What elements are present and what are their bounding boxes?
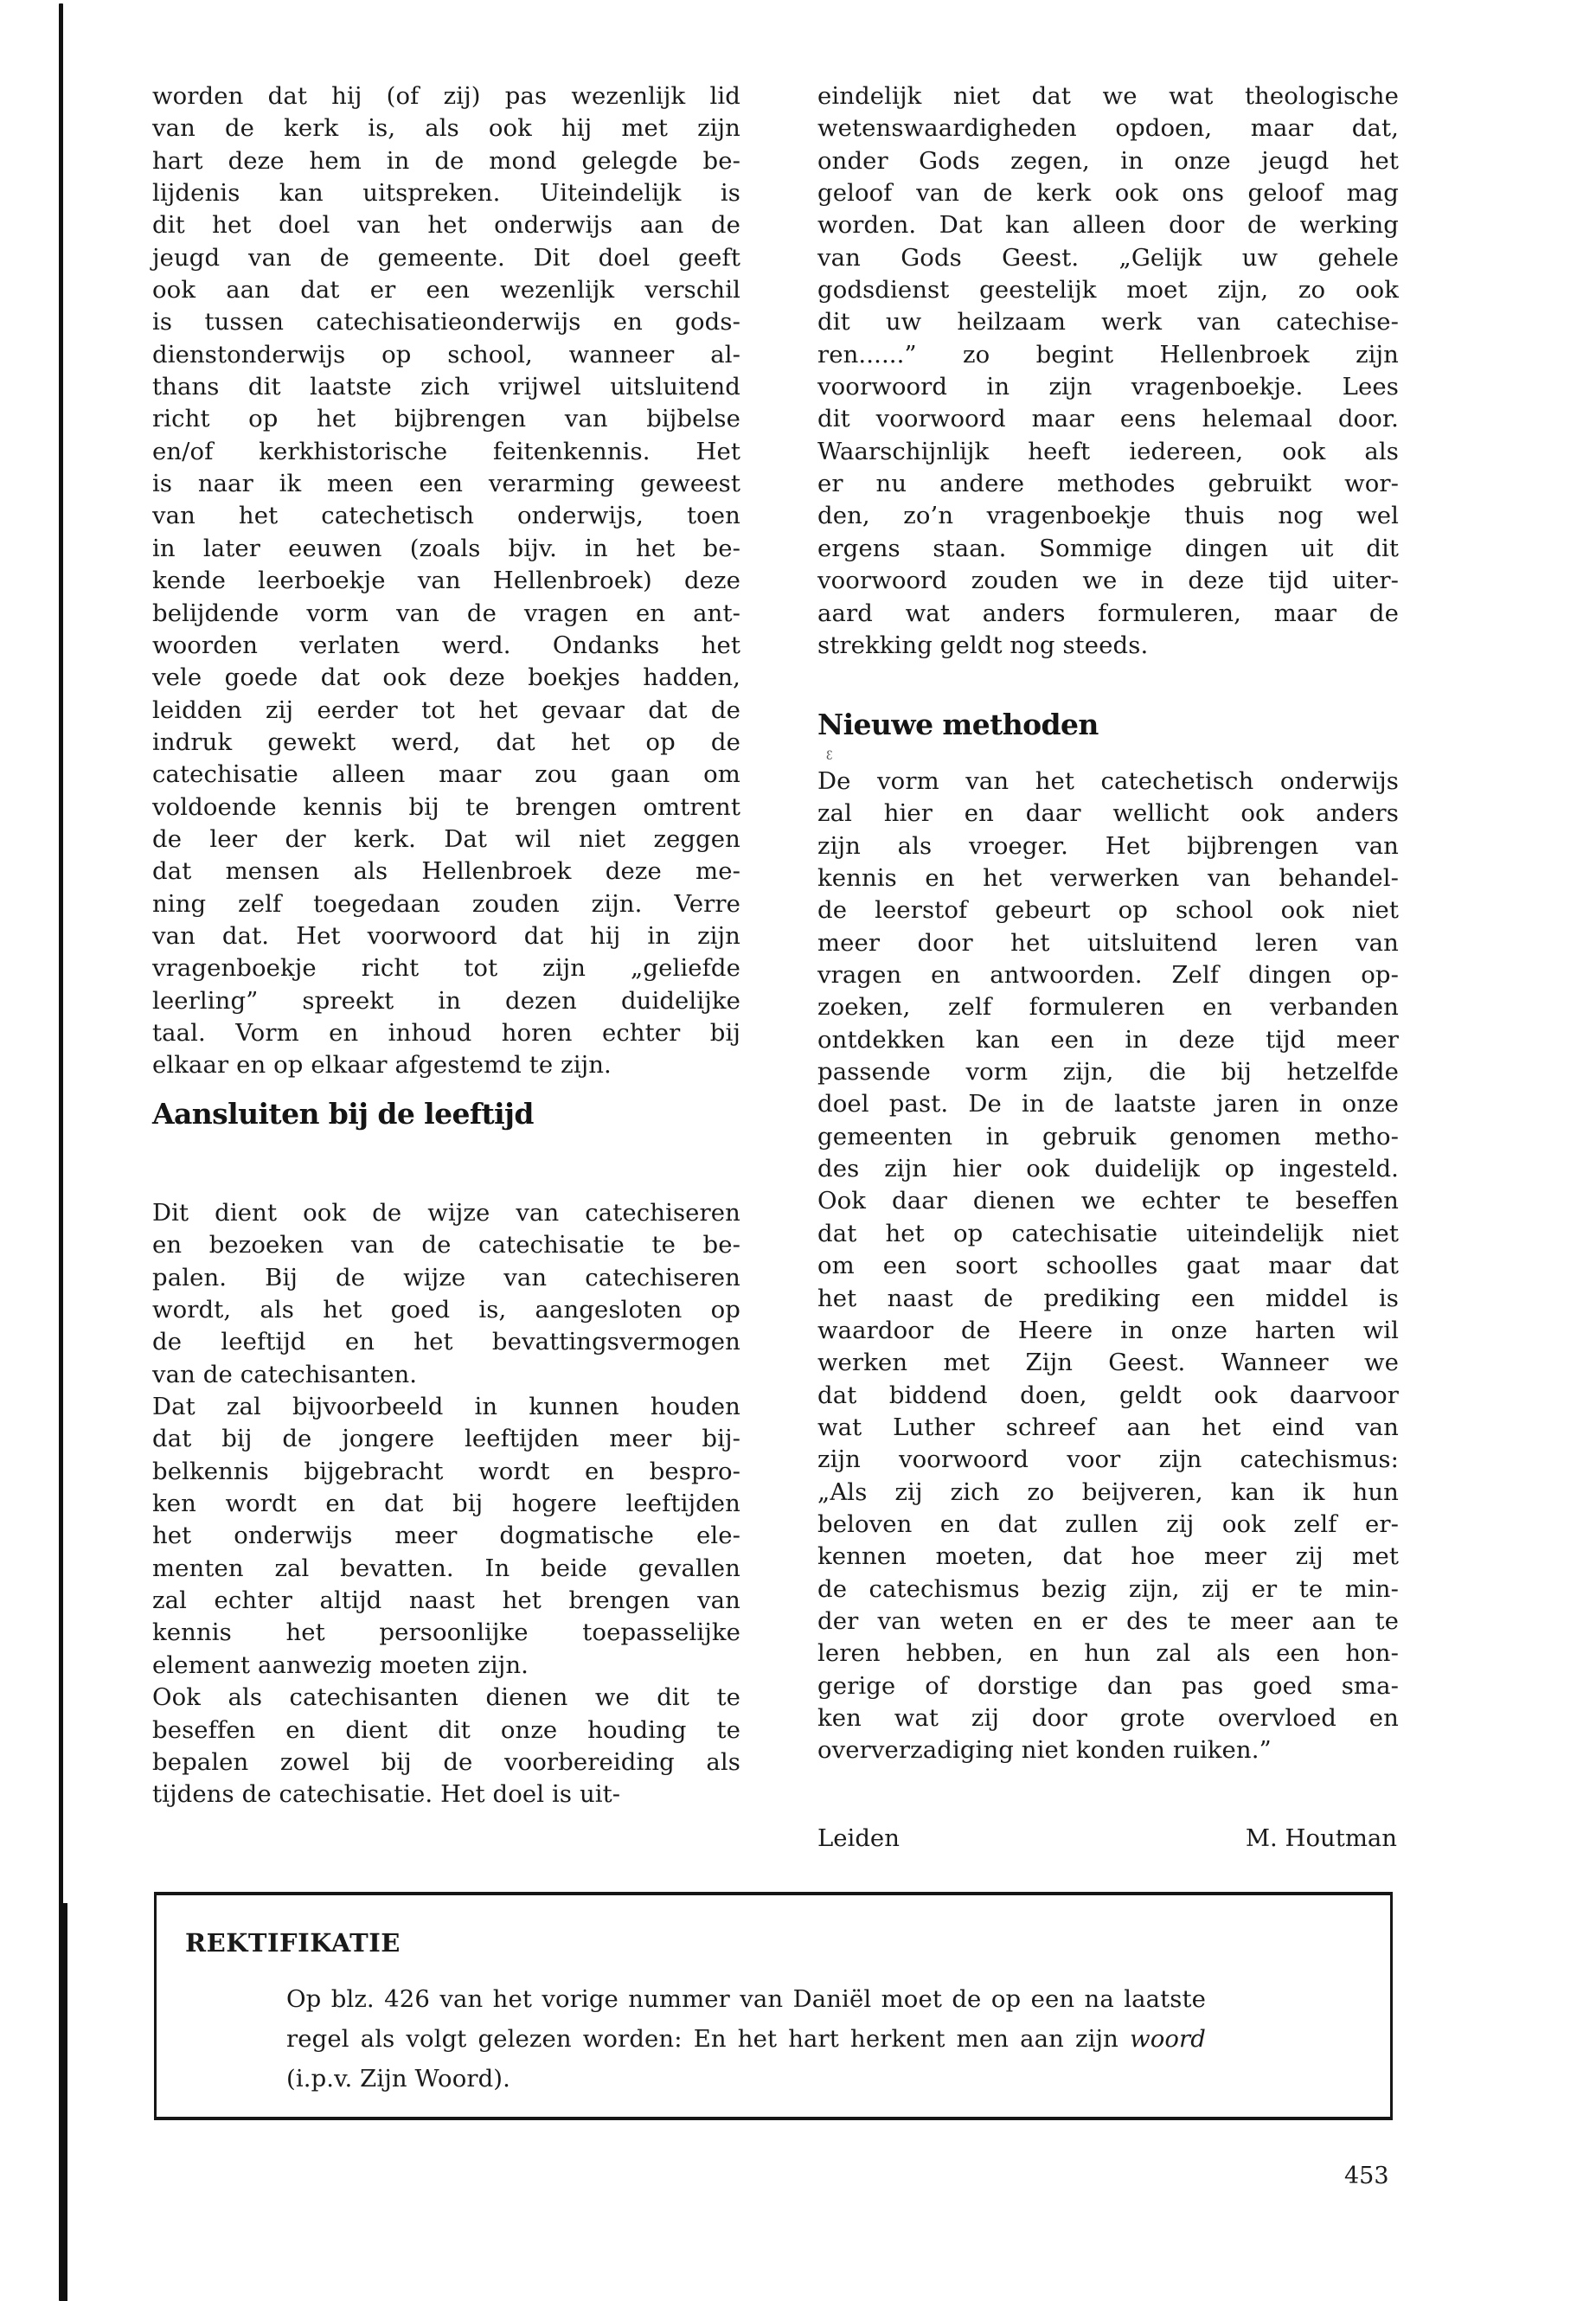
text-line: vele goede dat ook deze boekjes hadden, (152, 663, 740, 692)
text-line: Ook als catechisanten dienen we dit te (152, 1683, 740, 1712)
text-line: wordt, als het goed is, aangesloten op (152, 1296, 740, 1324)
text-line: dit het doel van het onderwijs aan de (152, 211, 740, 240)
text-line: dienstonderwijs op school, wanneer al- (152, 340, 740, 369)
text-line: de leer der kerk. Dat wil niet zeggen (152, 824, 740, 853)
paragraph (817, 80, 1399, 662)
paragraph (817, 766, 1399, 1767)
text-line: het naast de prediking een middel is (817, 1284, 1399, 1312)
text-line: voldoende kennis bij te brengen omtrent (152, 792, 740, 821)
right-column-block-2 (817, 766, 1399, 1767)
text-line: onder Gods zegen, in onze jeugd het (817, 146, 1399, 175)
text-line: en/of kerkhistorische feitenkennis. Het (152, 437, 740, 465)
rectification-title: REKTIFIKATIE (185, 1928, 401, 1958)
text-line: en bezoeken van de catechisatie te be- (152, 1231, 740, 1259)
right-column-block-1 (817, 80, 1399, 662)
text-line: dat biddend doen, geldt ook daarvoor (817, 1381, 1399, 1409)
text-line: worden dat hij (of zij) pas wezenlijk lid (152, 82, 740, 110)
section-heading-nieuwe-methoden: Nieuwe methoden (817, 708, 1099, 741)
text-line: dat bij de jongere leeftijden meer bij- (152, 1425, 740, 1453)
text-line: voorwoord zouden we in deze tijd uiter- (817, 567, 1399, 595)
text-line: taal. Vorm en inhoud horen echter bij (152, 1018, 740, 1047)
text-line: van dat. Het voorwoord dat hij in zijn (152, 921, 740, 950)
text-line: godsdienst geestelijk moet zijn, zo ook (817, 276, 1399, 304)
text-line: is tussen catechisatieonderwijs en gods- (152, 308, 740, 336)
text-line: zal hier en daar wellicht ook anders (817, 799, 1399, 828)
text-line: gemeenten in gebruik genomen metho- (817, 1122, 1399, 1150)
text-line: de catechismus bezig zijn, zij er te min- (817, 1574, 1399, 1603)
text-line: van de kerk is, als ook hij met zijn (152, 114, 740, 143)
text-line: kende leerboekje van Hellenbroek) deze (152, 567, 740, 595)
rectification-body (286, 1979, 1206, 2099)
text-line: van het catechetisch onderwijs, toen (152, 502, 740, 530)
text-line: dat het op catechisatie uiteindelijk niet (817, 1219, 1399, 1247)
text-line: catechisatie alleen maar zou gaan om (152, 760, 740, 789)
text-line: is naar ik meen een verarming geweest (152, 470, 740, 498)
page-number: 453 (1344, 2163, 1389, 2189)
rectification-line: (i.p.v. Zijn Woord). (286, 2065, 510, 2093)
text-line: des zijn hier ook duidelijk op ingesteld. (817, 1155, 1399, 1183)
text-line: er nu andere methodes gebruikt wor- (817, 470, 1399, 498)
text-line: vragen en antwoorden. Zelf dingen op- (817, 961, 1399, 990)
text-line: in later eeuwen (zoals bijv. in het be- (152, 534, 740, 562)
scan-edge-line-thick (61, 1903, 67, 2301)
text-line: indruk gewekt werd, dat het op de (152, 727, 740, 756)
text-line: hart deze hem in de mond gelegde be- (152, 146, 740, 175)
text-line: wat Luther schreef aan het eind van (817, 1413, 1399, 1441)
text-line: Waarschijnlijk heeft iedereen, ook als (817, 437, 1399, 465)
text-line: zoeken, zelf formuleren en verbanden (817, 993, 1399, 1022)
text-line: richt op het bijbrengen van bijbelse (152, 405, 740, 433)
text-line: passende vorm zijn, die bij hetzelfde (817, 1058, 1399, 1086)
text-line: belkennis bijgebracht wordt en bespro- (152, 1457, 740, 1485)
text-line: beseffen en dient dit onze houding te (152, 1715, 740, 1744)
text-line: ken wordt en dat bij hogere leeftijden (152, 1490, 740, 1518)
rectification-italic-word: woord (1130, 2025, 1206, 2053)
text-line: zijn als vroeger. Het bijbrengen van (817, 831, 1399, 860)
text-line: zal echter altijd naast het brengen van (152, 1586, 740, 1615)
text-line: beloven en dat zullen zij ook zelf er- (817, 1509, 1399, 1538)
text-line: der van weten en er des te meer aan te (817, 1606, 1399, 1635)
left-column-block-1 (152, 80, 740, 1082)
text-line: leren hebben, en hun zal als een hon- (817, 1639, 1399, 1668)
text-line: dit voorwoord maar eens helemaal door. (817, 405, 1399, 433)
text-line: den, zo’n vragenboekje thuis nog wel (817, 502, 1399, 530)
text-line: bepalen zowel bij de voorbereiding als (152, 1747, 740, 1776)
print-mark: ꜫ (826, 749, 833, 763)
text-line: ken wat zij door grote overvloed en (817, 1703, 1399, 1732)
text-line: belijdende vorm van de vragen en ant- (152, 599, 740, 627)
text-line: elkaar en op elkaar afgestemd te zijn. (152, 1051, 612, 1080)
text-line: Dat zal bijvoorbeeld in kunnen houden (152, 1393, 740, 1421)
text-line: de leerstof gebeurt op school ook niet (817, 896, 1399, 925)
text-line: ergens staan. Sommige dingen uit dit (817, 534, 1399, 562)
text-line: dit uw heilzaam werk van catechise- (817, 308, 1399, 336)
left-column-block-2 (152, 1197, 740, 1811)
rectification-line: Op blz. 426 van het vorige nummer van Daniël moet de op een na laatste (286, 1985, 1206, 2013)
text-line: kennis het persoonlijke toepasselijke (152, 1618, 740, 1647)
section-heading-aansluiten: Aansluiten bij de leeftijd (152, 1097, 534, 1131)
signature-place: Leiden (817, 1824, 900, 1852)
text-line: dat mensen als Hellenbroek deze me- (152, 857, 740, 886)
text-line: aard wat anders formuleren, maar de (817, 599, 1399, 627)
text-line: werken met Zijn Geest. Wanneer we (817, 1349, 1399, 1377)
text-line: thans dit laatste zich vrijwel uitsluitend (152, 373, 740, 401)
text-line: oververzadiging niet konden ruiken.” (817, 1736, 1272, 1765)
text-line: van Gods Geest. „Gelijk uw gehele (817, 243, 1399, 272)
text-line: ook aan dat er een wezenlijk verschil (152, 276, 740, 304)
text-line: menten zal bevatten. In beide gevallen (152, 1554, 740, 1582)
text-line: waardoor de Heere in onze harten wil (817, 1316, 1399, 1344)
text-line: Ook daar dienen we echter te beseffen (817, 1187, 1399, 1215)
text-line: kennis en het verwerken van behandel- (817, 864, 1399, 893)
text-line: kennen moeten, dat hoe meer zij met (817, 1542, 1399, 1571)
rectification-line-text: regel als volgt gelezen worden: En het hart herkent men aan zijn (286, 2025, 1131, 2053)
signature (817, 1821, 1397, 1856)
text-line: De vorm van het catechetisch onderwijs (817, 767, 1399, 795)
text-line: doel past. De in de laatste jaren in onze (817, 1090, 1399, 1118)
text-line: voorwoord in zijn vragenboekje. Lees (817, 373, 1399, 401)
text-line: jeugd van de gemeente. Dit doel geeft (152, 243, 740, 272)
text-line: meer door het uitsluitend leren van (817, 928, 1399, 957)
paragraph (152, 80, 740, 1082)
text-line: wetenswaardigheden opdoen, maar dat, (817, 114, 1399, 143)
rectification-line (286, 2019, 1206, 2059)
paragraph (152, 1197, 740, 1811)
rectification-box (154, 1892, 1393, 2120)
text-line: om een soort schoolles gaat maar dat (817, 1252, 1399, 1280)
text-line: de leeftijd en het bevattingsvermogen (152, 1328, 740, 1356)
text-line: lijdenis kan uitspreken. Uiteindelijk is (152, 179, 740, 208)
text-line: woorden verlaten werd. Ondanks het (152, 631, 740, 659)
text-line: element aanwezig moeten zijn. (152, 1650, 529, 1679)
text-line: „Als zij zich zo beijveren, kan ik hun (817, 1477, 1399, 1506)
text-line: ning zelf toegedaan zouden zijn. Verre (152, 889, 740, 918)
text-line: leerling” spreekt in dezen duidelijke (152, 986, 740, 1015)
text-line: het onderwijs meer dogmatische ele- (152, 1522, 740, 1550)
text-line: palen. Bij de wijze van catechiseren (152, 1263, 740, 1292)
text-line: eindelijk niet dat we wat theologische (817, 82, 1399, 110)
text-line: gerige of dorstige dan pas goed sma- (817, 1671, 1399, 1700)
text-line: tijdens de catechisatie. Het doel is uit- (152, 1780, 621, 1809)
text-line: van de catechisanten. (152, 1360, 418, 1388)
text-line: worden. Dat kan alleen door de werking (817, 211, 1399, 240)
text-line: ontdekken kan een in deze tijd meer (817, 1025, 1399, 1054)
signature-author: M. Houtman (1245, 1824, 1397, 1852)
text-line: zijn voorwoord voor zijn catechismus: (817, 1445, 1399, 1474)
text-line: Dit dient ook de wijze van catechiseren (152, 1199, 740, 1227)
text-line: geloof van de kerk ook ons geloof mag (817, 179, 1399, 208)
text-line: vragenboekje richt tot zijn „geliefde (152, 954, 740, 983)
text-line: strekking geldt nog steeds. (817, 631, 1149, 659)
text-line: leidden zij eerder tot het gevaar dat de (152, 695, 740, 724)
text-line: ren......” zo begint Hellenbroek zijn (817, 340, 1399, 369)
